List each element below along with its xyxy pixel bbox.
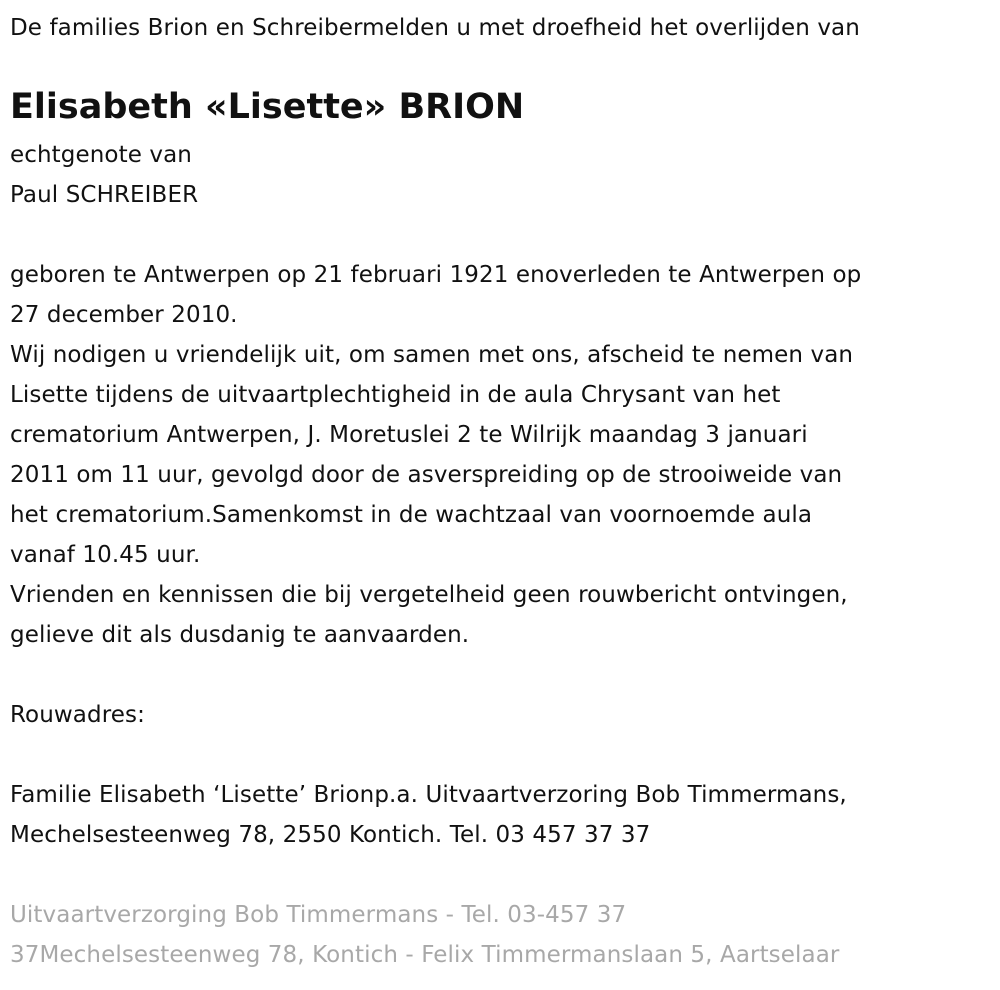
- address-label: Rouwadres:: [10, 702, 145, 728]
- body-line: vanaf 10.45 uur.: [10, 542, 201, 568]
- body-line: crematorium Antwerpen, J. Moretuslei 2 te Wilrijk maandag 3 januari: [10, 422, 808, 448]
- body-line: Wij nodigen u vriendelijk uit, om samen met ons, afscheid te nemen van: [10, 342, 854, 368]
- body-line: 27 december 2010.: [10, 302, 238, 328]
- spouse-label: echtgenote van: [10, 142, 192, 168]
- footer-line: 37Mechelsesteenweg 78, Kontich - Felix Timmermanslaan 5, Aartselaar: [10, 942, 840, 968]
- deceased-name: Elisabeth «Lisette» BRION: [10, 87, 525, 127]
- footer-line: Uitvaartverzorging Bob Timmermans - Tel. 03-457 37: [10, 902, 627, 928]
- intro-text: De families Brion en Schreibermelden u met droefheid het overlijden van: [10, 15, 860, 41]
- body-line: Vrienden en kennissen die bij vergetelheid geen rouwbericht ontvingen,: [10, 582, 848, 608]
- body-line: 2011 om 11 uur, gevolgd door de asverspreiding op de strooiweide van: [10, 462, 843, 488]
- body-line: geboren te Antwerpen op 21 februari 1921 enoverleden te Antwerpen op: [10, 262, 862, 288]
- address-line: Familie Elisabeth ‘Lisette’ Brionp.a. Uitvaartverzoring Bob Timmermans,: [10, 782, 847, 808]
- spouse-name: Paul SCHREIBER: [10, 182, 199, 208]
- address-line: Mechelsesteenweg 78, 2550 Kontich. Tel. 03 457 37 37: [10, 822, 651, 848]
- body-line: gelieve dit als dusdanig te aanvaarden.: [10, 622, 470, 648]
- body-line: Lisette tijdens de uitvaartplechtigheid in de aula Chrysant van het: [10, 382, 781, 408]
- body-line: het crematorium.Samenkomst in de wachtzaal van voornoemde aula: [10, 502, 813, 528]
